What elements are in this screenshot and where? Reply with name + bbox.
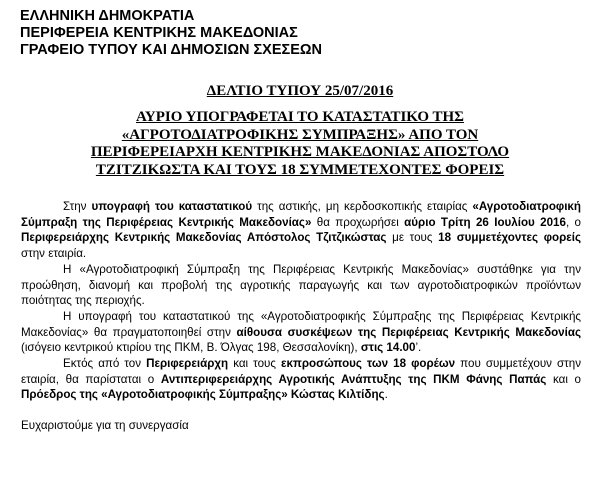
header-country: ΕΛΛΗΝΙΚΗ ΔΗΜΟΚΡΑΤΙΑ <box>20 8 195 24</box>
emphasis-text: Περιφερειάρχη <box>146 357 229 371</box>
emphasis-text: υπογραφή του καταστατικού <box>91 200 253 213</box>
body-text: Η «Αγροτοδιατροφική Σύμπραξη της Περιφέρειας Κεντρικής Μακεδονίας» συστάθηκε για την προώθηση, διανομή και προβολή της αγροτικής παραγωγής και των αγροτοδιατροφικών προϊόντων ποιότητας της περιοχής. <box>21 262 581 308</box>
emphasis-text: Περιφερειάρχης Κεντρικής Μακεδονίας Απόστολος Τζιτζικώστας <box>21 231 387 245</box>
body-text: στην εταιρία. <box>21 247 87 261</box>
body-text: Η υπογραφή του καταστατικού της «Αγροτοδιατροφικής Σύμπραξης της Περιφέρειας Κεντρικής Μακεδονίας» θα πραγματοποιηθεί στην <box>21 309 581 339</box>
body-text: Στην <box>63 200 92 213</box>
title-line: ΠΕΡΙΦΕΡΕΙΑΡΧΗ ΚΕΝΤΡΙΚΗΣ ΜΑΚΕΔΟΝΙΑΣ ΑΠΟΣΤΟΛΟ <box>90 144 510 160</box>
emphasis-text: Αντιπεριφερειάρχης Αγροτικής Ανάπτυξης της ΠΚΜ Φάνης Παπάς <box>160 372 547 386</box>
title-line: ΤΖΙΤΖΙΚΩΣΤΑ ΚΑΙ ΤΟΥΣ 18 ΣΥΜΜΕΤΕΧΟΝΤΕΣ ΦΟΡΕΙΣ <box>95 161 505 178</box>
emphasis-text: 18 συμμετέχοντες φορείς <box>438 231 582 245</box>
body-text: . <box>384 388 388 402</box>
emphasis-text: Πρόεδρος της «Αγροτοδιατροφικής Σύμπραξης» Κώστας Κιλτίδης <box>21 388 385 402</box>
header-office: ΓΡΑΦΕΙΟ ΤΥΠΟΥ ΚΑΙ ΔΗΜΟΣΙΩΝ ΣΧΕΣΕΩΝ <box>20 42 322 58</box>
emphasis-text: «Αγροτοδιατροφική Σύμπραξη της Περιφέρειας Κεντρικής Μακεδονίας» <box>21 200 581 229</box>
body-text: ’. <box>415 341 422 355</box>
emphasis-text: εκπροσώπους των 18 φορέων <box>281 357 456 371</box>
emphasis-text: αύριο Τρίτη 26 Ιουλίου 2016 <box>404 215 566 229</box>
body-text: (ισόγειο κεντρικού κτιρίου της ΠΚΜ, Β. Όλγας 198, Θεσσαλονίκη), <box>21 341 361 355</box>
title-line: ΑΥΡΙΟ ΥΠΟΓΡΑΦΕΤΑΙ ΤΟ ΚΑΤΑΣΤΑΤΙΚΟ ΤΗΣ <box>136 109 464 125</box>
body-text: και ο <box>546 372 581 386</box>
body-paragraph <box>21 356 581 403</box>
body-text: και τους <box>228 357 282 371</box>
body-text: Εκτός από τον <box>63 357 147 371</box>
body-text: , ο <box>565 215 581 229</box>
closing-text: Ευχαριστούμε για τη συνεργασία <box>21 419 189 433</box>
body-text: της αστικής, μη κερδοσκοπικής εταιρίας <box>252 200 473 213</box>
body-paragraph <box>21 262 581 309</box>
emphasis-text: αίθουσα συσκέψεων της Περιφέρειας Κεντρικής Μακεδονίας <box>236 325 582 339</box>
release-title <box>20 109 580 179</box>
title-line: «ΑΓΡΟΤΟΔΙΑΤΡΟΦΙΚΗΣ ΣΥΜΠΡΑΞΗΣ» ΑΠΟ ΤΟΝ <box>121 126 479 143</box>
press-release-heading <box>0 83 600 100</box>
body-text: θα προχωρήσει <box>311 215 405 229</box>
header-region: ΠΕΡΙΦΕΡΕΙΑ ΚΕΝΤΡΙΚΗΣ ΜΑΚΕΔΟΝΙΑΣ <box>20 25 298 41</box>
press-release-date: ΔΕΛΤΙΟ ΤΥΠΟΥ 25/07/2016 <box>206 83 394 99</box>
body-text: με τους <box>386 231 439 245</box>
body-text: που συμμετέχουν στην εταιρία, θα παρίσταται ο <box>21 357 581 386</box>
release-body <box>21 199 581 434</box>
body-paragraph <box>21 309 581 356</box>
emphasis-text: στις 14.00 <box>360 341 416 355</box>
body-paragraph <box>21 199 581 262</box>
